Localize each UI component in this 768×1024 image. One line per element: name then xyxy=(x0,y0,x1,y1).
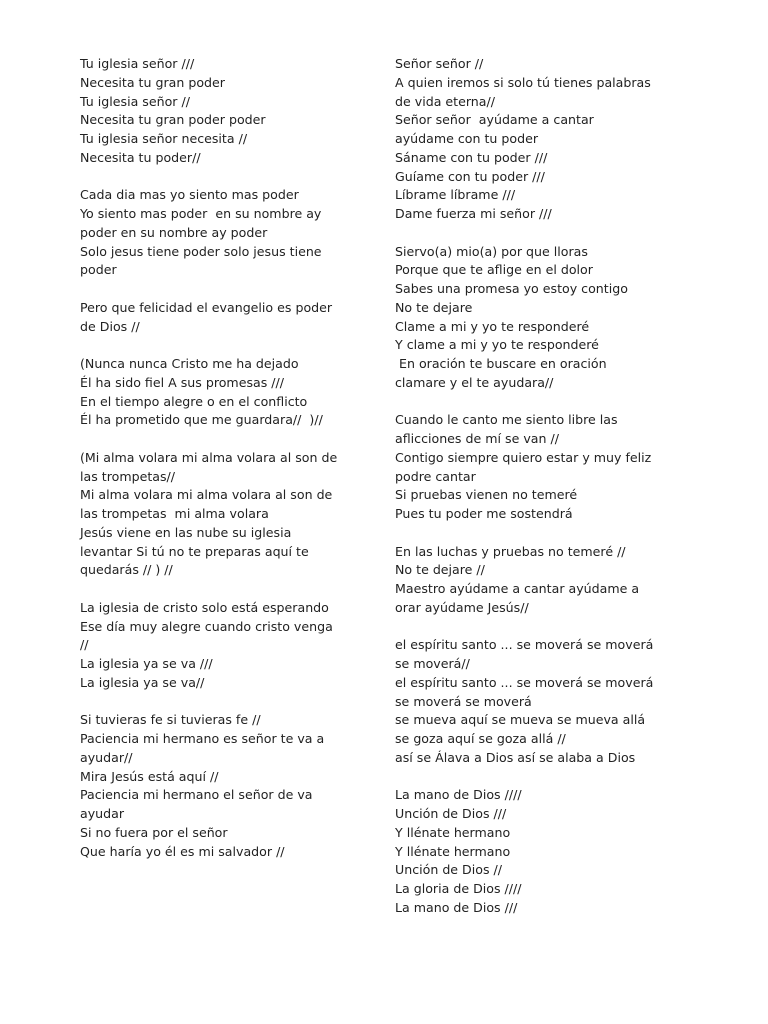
lyric-line: clamare y el te ayudara// xyxy=(395,374,554,390)
lyric-line: Cuando le canto me siento libre las xyxy=(395,412,618,428)
lyric-line: La iglesia de cristo solo está esperando xyxy=(80,599,329,615)
lyric-line: Necesita tu poder// xyxy=(80,149,201,165)
lyric-line: ayudar xyxy=(80,806,125,821)
lyric-line: el espíritu santo ... se moverá se moverá xyxy=(395,674,654,690)
lyric-line: Tu iglesia señor /// xyxy=(80,56,195,71)
lyric-line: Maestro ayúdame a cantar ayúdame a xyxy=(395,581,640,596)
lyric-line: se moverá// xyxy=(395,656,470,671)
lyric-line: se goza aquí se goza allá // xyxy=(395,731,566,746)
lyric-line: Y clame a mi y yo te responderé xyxy=(395,337,599,353)
lyric-line: Paciencia mi hermano es señor te va a xyxy=(80,731,325,746)
lyric-line: así se Álava a Dios así se alaba a Dios xyxy=(395,749,636,765)
lyric-line: Guíame con tu poder /// xyxy=(395,168,545,184)
lyric-line: Contigo siempre quiero estar y muy feliz xyxy=(395,449,652,465)
lyric-line: Y llénate hermano xyxy=(395,824,511,840)
lyric-line: Sabes una promesa yo estoy contigo xyxy=(395,281,628,296)
lyric-line: (Nunca nunca Cristo me ha dejado xyxy=(80,356,299,371)
lyric-line: Solo jesus tiene poder solo jesus tiene xyxy=(80,243,322,259)
lyric-line: levantar Si tú no te preparas aquí te xyxy=(80,543,309,559)
blank-line xyxy=(80,693,337,712)
lyric-line: Dame fuerza mi señor /// xyxy=(395,206,552,221)
lyric-line: La iglesia ya se va// xyxy=(80,674,205,690)
lyric-line: Tu iglesia señor necesita // xyxy=(80,131,248,146)
lyric-line: // xyxy=(80,637,89,653)
lyric-line: orar ayúdame Jesús// xyxy=(395,599,529,615)
lyric-line: No te dejare // xyxy=(395,562,485,578)
lyric-line: La iglesia ya se va /// xyxy=(80,656,213,671)
lyric-line: se mueva aquí se mueva se mueva allá xyxy=(395,712,646,728)
lyric-line: Que haría yo él es mi salvador // xyxy=(80,843,285,859)
lyric-line: ayudar// xyxy=(80,749,133,765)
lyric-line: Yo siento mas poder en su nombre ay xyxy=(80,206,322,221)
lyric-line: La gloria de Dios //// xyxy=(395,881,522,896)
blank-line xyxy=(80,336,337,355)
lyric-line: Y llénate hermano xyxy=(395,843,511,859)
lyric-line: Si no fuera por el señor xyxy=(80,824,228,840)
lyric-line: Necesita tu gran poder xyxy=(80,74,225,90)
lyric-line: Él ha prometido que me guardara// )// xyxy=(80,412,323,428)
lyric-line: ayúdame con tu poder xyxy=(395,131,539,146)
lyric-line: Necesita tu gran poder poder xyxy=(80,112,266,128)
blank-line xyxy=(395,224,653,243)
lyric-line: Cada dia mas yo siento mas poder xyxy=(80,187,299,203)
lyric-line: Paciencia mi hermano el señor de va xyxy=(80,787,313,803)
lyric-line: La mano de Dios /// xyxy=(395,899,518,915)
blank-line xyxy=(80,580,337,599)
lyrics-column-right xyxy=(395,55,653,918)
lyric-line: el espíritu santo ... se moverá se moverá xyxy=(395,637,654,653)
lyric-line: La mano de Dios //// xyxy=(395,787,522,803)
lyric-line: Porque que te aflige en el dolor xyxy=(395,262,593,278)
lyric-line: aflicciones de mí se van // xyxy=(395,431,559,446)
lyric-line: las trompetas mi alma volara xyxy=(80,506,269,521)
lyric-line: Sáname con tu poder /// xyxy=(395,149,548,165)
lyric-line: de Dios // xyxy=(80,318,140,334)
blank-line xyxy=(80,430,337,449)
blank-line xyxy=(395,618,653,637)
blank-line xyxy=(395,393,653,412)
lyric-line: Siervo(a) mio(a) por que lloras xyxy=(395,243,588,259)
lyric-line: Ese día muy alegre cuando cristo venga xyxy=(80,618,333,634)
blank-line xyxy=(80,168,337,187)
lyric-line: Si tuvieras fe si tuvieras fe // xyxy=(80,712,261,728)
lyric-line: poder en su nombre ay poder xyxy=(80,224,268,240)
lyric-line: En las luchas y pruebas no temeré // xyxy=(395,543,626,559)
lyric-line: poder xyxy=(80,262,117,278)
lyric-line: Si pruebas vienen no temeré xyxy=(395,487,578,503)
lyric-line: No te dejare xyxy=(395,299,473,315)
blank-line xyxy=(395,768,653,787)
lyric-line: A quien iremos si solo tú tienes palabras xyxy=(395,74,651,90)
lyric-line: Clame a mi y yo te responderé xyxy=(395,318,590,334)
lyric-line: quedarás // ) // xyxy=(80,562,173,578)
lyric-line: Pues tu poder me sostendrá xyxy=(395,506,573,521)
lyric-line: Jesús viene en las nube su iglesia xyxy=(80,524,292,540)
lyric-line: (Mi alma volara mi alma volara al son de xyxy=(80,449,338,465)
lyric-line: de vida eterna// xyxy=(395,93,495,109)
lyric-line: En el tiempo alegre o en el conflicto xyxy=(80,393,308,409)
lyric-line: las trompetas// xyxy=(80,468,176,484)
blank-line xyxy=(80,280,337,299)
lyric-line: En oración te buscare en oración xyxy=(395,356,607,371)
lyric-line: Mira Jesús está aquí // xyxy=(80,768,219,784)
lyric-line: Tu iglesia señor // xyxy=(80,93,190,109)
lyric-line: Pero que felicidad el evangelio es poder xyxy=(80,299,333,315)
lyric-line: Mi alma volara mi alma volara al son de xyxy=(80,487,333,503)
blank-line xyxy=(395,524,653,543)
lyric-line: Unción de Dios /// xyxy=(395,806,507,821)
lyric-line: Señor señor ayúdame a cantar xyxy=(395,112,594,128)
lyrics-column-left xyxy=(80,55,337,861)
lyric-line: se moverá se moverá xyxy=(395,693,532,709)
lyric-line: Señor señor // xyxy=(395,56,484,71)
lyric-line: Líbrame líbrame /// xyxy=(395,187,516,203)
lyric-line: Unción de Dios // xyxy=(395,862,503,878)
lyric-line: podre cantar xyxy=(395,468,476,484)
lyric-line: Él ha sido fiel A sus promesas /// xyxy=(80,374,285,390)
